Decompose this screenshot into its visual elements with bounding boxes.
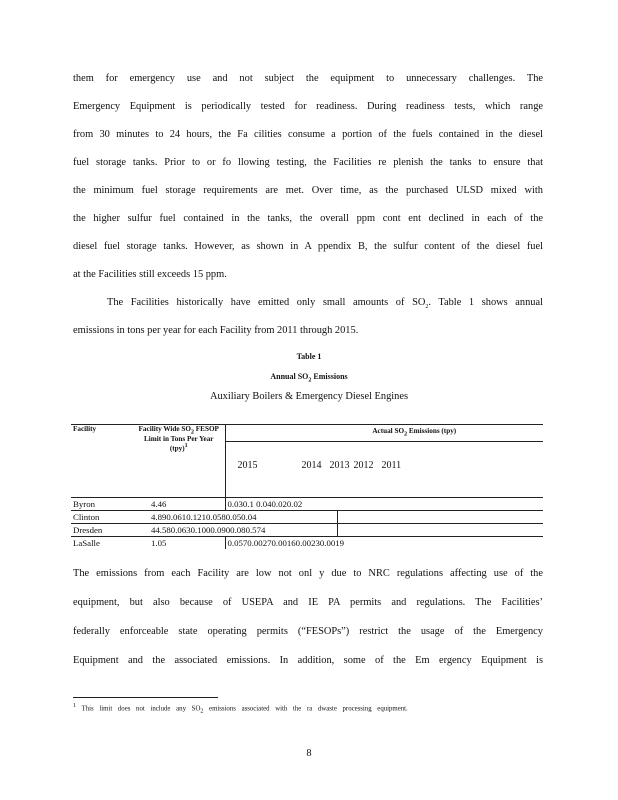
text-span: Facility Wide SO xyxy=(138,425,191,433)
year-2011: 2011 xyxy=(381,460,402,472)
actual-cell: 0.0570.00270.00160.00230.0019 xyxy=(225,537,543,550)
text-span: Emissions (tpy) xyxy=(407,427,457,435)
table-subtitle: Auxiliary Boilers & Emergency Diesel Engines xyxy=(209,391,409,402)
facility-header: Facility xyxy=(71,425,133,498)
facility-cell: Clinton xyxy=(71,511,133,524)
footnote-rule xyxy=(73,697,218,698)
actual-cell xyxy=(337,511,543,524)
limit-cell: 4.890.0610.1210.0580.050.04 xyxy=(133,511,337,524)
text-line xyxy=(73,296,543,310)
text-line: the higher sulfur fuel contained in the tanks, the overall ppm cont ent declined in each of the xyxy=(73,213,543,224)
text-span: Annual SO xyxy=(270,372,309,381)
text-line: them for emergency use and not subject the equipment to unnecessary challenges. The xyxy=(73,73,543,84)
text-line: emissions in tons per year for each Facility from 2011 through 2015. xyxy=(73,325,359,336)
text-line: The emissions from each Facility are low not onl y due to NRC regulations affecting use of the xyxy=(73,568,543,579)
text-span: Emissions xyxy=(311,372,348,381)
table-row xyxy=(71,511,543,524)
actual-cell xyxy=(337,524,543,537)
actual-header xyxy=(225,425,543,498)
year-header-row xyxy=(226,441,544,471)
year-2012: 2012 xyxy=(353,460,374,472)
text-line: from 30 minutes to 24 hours, the Fa cilities consume a portion of the fuels contained in the diesel xyxy=(73,129,543,140)
table-header-row xyxy=(71,425,543,498)
facility-cell: Dresden xyxy=(71,524,133,537)
text-line: diesel fuel storage tanks. However, as shown in A ppendix B, the sulfur content of the diesel fuel xyxy=(73,241,543,252)
text-span: This limit does not include any SO xyxy=(81,705,201,713)
text-line: federally enforceable state operating permits (“FESOPs”) restrict the usage of the Emergency xyxy=(73,626,543,637)
table-row xyxy=(71,498,543,511)
text-span: FESOP Limit in Tons Per Year (tpy) xyxy=(144,425,219,453)
text-line: fuel storage tanks. Prior to or fo llowing testing, the Facilities re plenish the tanks to ensure that xyxy=(73,157,543,168)
actual-cell: 0.030.1 0.040.020.02 xyxy=(225,498,543,511)
text-line: at the Facilities still exceeds 15 ppm. xyxy=(73,269,227,280)
table-row xyxy=(71,524,543,537)
year-2015: 2015 xyxy=(237,460,258,472)
page-number: 8 xyxy=(306,748,312,759)
facility-cell: LaSalle xyxy=(71,537,133,550)
facility-cell: Byron xyxy=(73,499,95,509)
table-title xyxy=(0,372,618,384)
emissions-table xyxy=(71,424,543,549)
text-span: Actual SO xyxy=(372,427,405,435)
text-span: . Table 1 shows annual xyxy=(428,297,543,308)
text-line: Equipment and the associated emissions. In addition, some of the Em ergency Equipment is xyxy=(73,655,543,666)
text-line: the minimum fuel storage requirements are met. Over time, as the purchased ULSD mixed with xyxy=(73,185,543,196)
limit-cell: 44.580.0630.1000.0900.080.574 xyxy=(133,524,337,537)
limit-cell: 1.05 xyxy=(133,537,225,550)
actual-header-label xyxy=(226,425,544,437)
subscript: 2 xyxy=(190,429,194,436)
table-row xyxy=(71,537,543,550)
text-line: Emergency Equipment is periodically tested for readiness. During readiness tests, which range xyxy=(73,101,543,112)
text-span: emissions associated with the ra dwaste processing equipment. xyxy=(203,705,408,713)
subscript: 2 xyxy=(425,304,429,311)
year-2014: 2014 xyxy=(301,460,322,472)
footnote-mark: 1 xyxy=(73,703,76,709)
text-line: equipment, but also because of USEPA and IE PA permits and regulations. The Facilities’ xyxy=(73,597,543,608)
footnote-mark: 1 xyxy=(184,443,188,450)
subscript: 2 xyxy=(308,377,312,384)
limit-cell: 4.46 xyxy=(151,499,167,509)
limit-header xyxy=(133,425,225,498)
subscript: 2 xyxy=(404,431,408,438)
subscript: 2 xyxy=(200,708,204,715)
year-2013: 2013 xyxy=(329,460,350,472)
table-label: Table 1 xyxy=(296,352,322,361)
footnote xyxy=(73,703,543,715)
text-span: The Facilities historically have emitted only small amounts of SO xyxy=(107,297,426,308)
